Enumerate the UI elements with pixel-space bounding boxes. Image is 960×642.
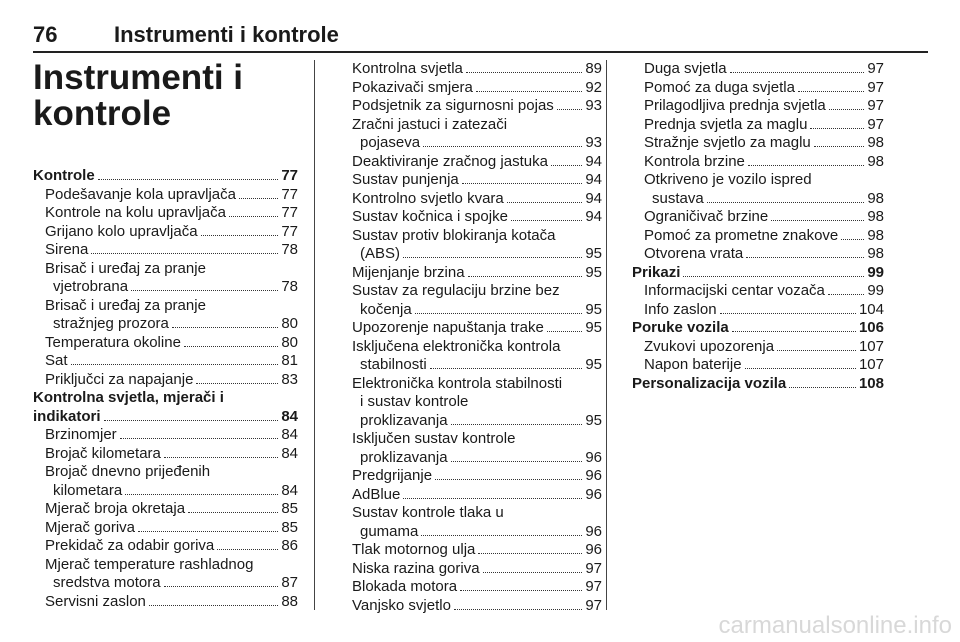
toc-entry-title: Prekidač za odabir goriva bbox=[45, 537, 215, 554]
toc-entry-title: Kontrole bbox=[33, 167, 95, 184]
running-title: Instrumenti i kontrole bbox=[114, 22, 339, 47]
toc-entry[interactable] bbox=[340, 597, 602, 616]
toc-entry-continued: Elektronička kontrola stabilnosti bbox=[352, 374, 563, 392]
dot-leader bbox=[829, 109, 865, 110]
dot-leader bbox=[478, 553, 582, 554]
toc-entry[interactable] bbox=[340, 560, 602, 579]
toc-entry[interactable] bbox=[632, 134, 884, 153]
dot-leader bbox=[466, 72, 582, 73]
toc-entry[interactable] bbox=[33, 426, 298, 445]
toc-page-number: 97 bbox=[867, 97, 884, 114]
toc-page-number: 97 bbox=[867, 78, 884, 96]
toc-page-number: 77 bbox=[281, 167, 298, 184]
toc-page-number: 108 bbox=[858, 374, 884, 392]
toc-page-number: 106 bbox=[858, 319, 884, 336]
toc-page-number: 97 bbox=[585, 559, 602, 577]
toc-page-number: 96 bbox=[585, 541, 602, 558]
toc-entry-title: Sat bbox=[45, 352, 68, 369]
toc-page-number: 96 bbox=[585, 485, 602, 503]
toc-entry-title: kočenja bbox=[360, 300, 412, 318]
toc-entry[interactable] bbox=[33, 408, 298, 427]
toc-entry-title: Sustav kočnica i spojke bbox=[352, 208, 508, 225]
dot-leader bbox=[201, 235, 279, 236]
toc-page-number: 98 bbox=[867, 152, 884, 170]
dot-leader bbox=[507, 202, 583, 203]
toc-entry[interactable] bbox=[632, 319, 884, 338]
dot-leader bbox=[403, 498, 582, 499]
toc-entry-title: Priključci za napajanje bbox=[45, 370, 194, 388]
dot-leader bbox=[435, 479, 582, 480]
toc-entry[interactable] bbox=[33, 519, 298, 538]
watermark: carmanualsonline.info bbox=[718, 612, 952, 639]
toc-page-number: 84 bbox=[281, 444, 298, 462]
toc-entry[interactable] bbox=[632, 356, 884, 375]
toc-page-number: 98 bbox=[867, 189, 884, 207]
dot-leader bbox=[460, 590, 582, 591]
toc-page-number: 107 bbox=[858, 337, 884, 355]
toc-page-number: 81 bbox=[281, 352, 298, 369]
toc-entry-title: sredstva motora bbox=[53, 574, 161, 591]
toc-entry[interactable] bbox=[632, 190, 884, 209]
dot-leader bbox=[810, 128, 864, 129]
toc-entry[interactable] bbox=[340, 486, 602, 505]
toc-page-number: 95 bbox=[585, 411, 602, 429]
toc-entry-title: Kontrolno svjetlo kvara bbox=[352, 189, 504, 207]
toc-entry-title: Ograničivač brzine bbox=[644, 208, 769, 225]
toc-entry-title: Prilagodljiva prednja svjetla bbox=[644, 97, 826, 114]
toc-entry-title: Podešavanje kola upravljača bbox=[45, 185, 236, 203]
dot-leader bbox=[462, 183, 583, 184]
toc-entry-title: Prednja svjetla za maglu bbox=[644, 115, 808, 133]
dot-leader bbox=[149, 605, 278, 606]
dot-leader bbox=[120, 438, 279, 439]
dot-leader bbox=[415, 313, 583, 314]
toc-entry-title: Mjerač goriva bbox=[45, 518, 136, 536]
toc-entry-title: Temperatura okoline bbox=[45, 333, 181, 351]
toc-page-number: 98 bbox=[867, 208, 884, 225]
toc-entry[interactable] bbox=[33, 593, 298, 612]
toc-entry[interactable] bbox=[340, 301, 602, 320]
dot-leader bbox=[511, 220, 582, 221]
dot-leader bbox=[229, 216, 278, 217]
toc-entry-title: Otvorena vrata bbox=[644, 245, 744, 262]
toc-entry-title: proklizavanja bbox=[360, 448, 448, 466]
toc-page-number: 78 bbox=[281, 278, 298, 295]
toc-entry-title: kilometara bbox=[53, 481, 123, 499]
toc-page-number: 86 bbox=[281, 537, 298, 554]
toc-entry-title: Niska razina goriva bbox=[352, 559, 480, 577]
toc-page-number: 84 bbox=[281, 407, 298, 425]
toc-page-number: 77 bbox=[281, 204, 298, 221]
dot-leader bbox=[104, 420, 279, 421]
toc-page-number: 92 bbox=[585, 78, 602, 96]
dot-leader bbox=[683, 276, 864, 277]
toc-entry[interactable] bbox=[632, 245, 884, 264]
toc-entry[interactable] bbox=[340, 208, 602, 227]
toc-entry[interactable] bbox=[632, 208, 884, 227]
chapter-title-line: kontrole bbox=[33, 94, 172, 133]
toc-entry-title: vjetrobrana bbox=[53, 278, 129, 295]
dot-leader bbox=[468, 276, 583, 277]
dot-leader bbox=[551, 165, 582, 166]
dot-leader bbox=[91, 253, 278, 254]
toc-entry[interactable] bbox=[33, 537, 298, 556]
toc-entry[interactable] bbox=[632, 375, 884, 394]
toc-entry[interactable] bbox=[33, 352, 298, 371]
toc-page-number: 95 bbox=[585, 300, 602, 318]
toc-page-number: 99 bbox=[867, 263, 884, 281]
toc-page-number: 98 bbox=[867, 134, 884, 151]
toc-entry[interactable] bbox=[33, 204, 298, 223]
toc-entry-title: Vanjsko svjetlo bbox=[352, 596, 451, 614]
toc-column-1 bbox=[33, 60, 298, 611]
toc-entry[interactable] bbox=[632, 264, 884, 283]
dot-leader bbox=[798, 91, 864, 92]
toc-page-number: 89 bbox=[585, 60, 602, 77]
toc-page-number: 87 bbox=[281, 574, 298, 591]
dot-leader bbox=[746, 257, 864, 258]
toc-page-number: 98 bbox=[867, 226, 884, 244]
toc-page-number: 84 bbox=[281, 426, 298, 443]
toc-entry-title: Blokada motora bbox=[352, 578, 458, 595]
toc-page-number: 88 bbox=[281, 592, 298, 610]
dot-leader bbox=[138, 531, 278, 532]
dot-leader bbox=[71, 364, 279, 365]
toc-entry[interactable] bbox=[632, 79, 884, 98]
toc-page-number: 107 bbox=[858, 356, 884, 373]
toc-entry-title: Brojač kilometara bbox=[45, 444, 161, 462]
toc-entry-title: proklizavanja bbox=[360, 411, 448, 429]
toc-page-number: 95 bbox=[585, 245, 602, 262]
toc-page-number: 95 bbox=[585, 319, 602, 336]
toc-page-number: 97 bbox=[867, 60, 884, 77]
toc-entry-title: Sustav punjenja bbox=[352, 171, 459, 188]
toc-entry-continued: Brojač dnevno prijeđenih bbox=[45, 463, 211, 480]
toc-entry-title: Poruke vozila bbox=[632, 319, 729, 336]
toc-entry-title: Grijano kolo upravljača bbox=[45, 222, 198, 240]
toc-entry-title: Mjerač broja okretaja bbox=[45, 500, 186, 517]
toc-page-number: 94 bbox=[585, 152, 602, 170]
dot-leader bbox=[403, 257, 582, 258]
toc-page-number: 85 bbox=[281, 518, 298, 536]
toc-entry[interactable] bbox=[33, 241, 298, 260]
toc-entry[interactable] bbox=[340, 97, 602, 116]
toc-entry-title: Pokazivači smjera bbox=[352, 78, 473, 96]
toc-entry-title: stabilnosti bbox=[360, 356, 427, 373]
toc-entry-title: Kontrole na kolu upravljača bbox=[45, 204, 226, 221]
toc-entry-title: indikatori bbox=[33, 407, 101, 425]
dot-leader bbox=[98, 179, 279, 180]
toc-entry[interactable] bbox=[340, 523, 602, 542]
toc-entry-continued: i sustav kontrole bbox=[360, 393, 469, 410]
toc-entry[interactable] bbox=[340, 356, 602, 375]
toc-entry[interactable] bbox=[632, 282, 884, 301]
toc-entry[interactable] bbox=[33, 186, 298, 205]
toc-entry[interactable] bbox=[340, 467, 602, 486]
toc-entry[interactable] bbox=[33, 500, 298, 519]
toc-entry-title: Prikazi bbox=[632, 263, 681, 281]
toc-page-number: 104 bbox=[858, 300, 884, 318]
toc-entry-title: Brzinomjer bbox=[45, 426, 117, 443]
dot-leader bbox=[476, 91, 582, 92]
toc-entry-title: pojaseva bbox=[360, 134, 421, 151]
toc-entry-title: Tlak motornog ulja bbox=[352, 541, 476, 558]
dot-leader bbox=[483, 572, 583, 573]
dot-leader bbox=[828, 294, 864, 295]
dot-leader bbox=[451, 424, 583, 425]
toc-entry-continued: Otkriveno je vozilo ispred bbox=[644, 171, 812, 188]
column-divider bbox=[606, 60, 607, 610]
toc-entry-title: Zvukovi upozorenja bbox=[644, 337, 775, 355]
toc-entry[interactable] bbox=[340, 134, 602, 153]
toc-page-number: 94 bbox=[585, 189, 602, 207]
toc-page-number: 99 bbox=[867, 282, 884, 299]
toc-entry[interactable] bbox=[632, 227, 884, 246]
toc-entry[interactable] bbox=[340, 541, 602, 560]
toc-entry[interactable] bbox=[632, 97, 884, 116]
toc-entry-continued: Sustav za regulaciju brzine bez bbox=[352, 282, 560, 299]
toc-entry-title: (ABS) bbox=[360, 245, 401, 262]
toc-page-number: 97 bbox=[585, 596, 602, 614]
toc-entry[interactable] bbox=[632, 338, 884, 357]
toc-entry-continued: Zračni jastuci i zatezači bbox=[352, 115, 508, 133]
toc-entry[interactable] bbox=[340, 171, 602, 190]
dot-leader bbox=[125, 494, 278, 495]
dot-leader bbox=[745, 368, 856, 369]
toc-entry-continued: Isključen sustav kontrole bbox=[352, 430, 516, 447]
toc-entry[interactable] bbox=[33, 574, 298, 593]
toc-page-number: 94 bbox=[585, 171, 602, 188]
dot-leader bbox=[188, 512, 278, 513]
toc-page-number: 77 bbox=[281, 185, 298, 203]
toc-entry-title: Pomoć za duga svjetla bbox=[644, 78, 795, 96]
dot-leader bbox=[547, 331, 583, 332]
dot-leader bbox=[423, 146, 582, 147]
toc-entry[interactable] bbox=[340, 264, 602, 283]
toc-entry-continued: Isključena elektronička kontrola bbox=[352, 337, 561, 355]
toc-entry-title: AdBlue bbox=[352, 485, 401, 503]
toc-page-number: 80 bbox=[281, 333, 298, 351]
page-header bbox=[33, 0, 928, 53]
toc-entry-continued: Sustav kontrole tlaka u bbox=[352, 504, 504, 521]
toc-page-number: 84 bbox=[281, 481, 298, 499]
dot-leader bbox=[777, 350, 856, 351]
toc-entry[interactable] bbox=[33, 315, 298, 334]
chapter-title-line: Instrumenti i bbox=[33, 58, 244, 97]
toc-entry-title: Mijenjanje brzina bbox=[352, 263, 465, 281]
column-divider bbox=[314, 60, 315, 610]
toc-entry[interactable] bbox=[632, 301, 884, 320]
dot-leader bbox=[451, 461, 583, 462]
toc-entry[interactable] bbox=[632, 153, 884, 172]
toc-entry[interactable] bbox=[340, 449, 602, 468]
dot-leader bbox=[730, 72, 865, 73]
toc-entry[interactable] bbox=[33, 371, 298, 390]
toc-entry[interactable] bbox=[340, 578, 602, 597]
toc-page-number: 95 bbox=[585, 356, 602, 373]
toc-entry-title: Info zaslon bbox=[644, 300, 717, 318]
toc-page-number: 96 bbox=[585, 522, 602, 540]
toc-entry-title: Deaktiviranje zračnog jastuka bbox=[352, 152, 548, 170]
toc-entry[interactable] bbox=[33, 223, 298, 242]
toc-entry-title: Stražnje svjetlo za maglu bbox=[644, 134, 811, 151]
toc-entry[interactable] bbox=[632, 116, 884, 135]
toc-page-number: 95 bbox=[585, 263, 602, 281]
toc-entry[interactable] bbox=[340, 245, 602, 264]
toc-column-2 bbox=[340, 60, 602, 615]
dot-leader bbox=[720, 313, 856, 314]
toc-entry-title: sustava bbox=[652, 189, 704, 207]
toc-page-number: 96 bbox=[585, 448, 602, 466]
dot-leader bbox=[841, 239, 864, 240]
dot-leader bbox=[789, 387, 856, 388]
toc-entry[interactable] bbox=[340, 60, 602, 79]
toc-entry-continued: Sustav protiv blokiranja kotača bbox=[352, 226, 556, 244]
toc-entry-title: Sirena bbox=[45, 241, 89, 258]
toc-entry-title: Servisni zaslon bbox=[45, 592, 146, 610]
toc-entry-title: Duga svjetla bbox=[644, 60, 727, 77]
dot-leader bbox=[172, 327, 278, 328]
toc-page-number: 94 bbox=[585, 208, 602, 225]
dot-leader bbox=[557, 109, 583, 110]
toc-entry-title: Podsjetnik za sigurnosni pojas bbox=[352, 97, 554, 114]
chapter-title bbox=[33, 60, 298, 132]
page-number: 76 bbox=[33, 22, 58, 47]
toc-entry-title: gumama bbox=[360, 522, 419, 540]
dot-leader bbox=[814, 146, 865, 147]
toc-entry-title: Kontrolna svjetla bbox=[352, 60, 463, 77]
toc-entry[interactable] bbox=[33, 445, 298, 464]
toc-entry-title: Personalizacija vozila bbox=[632, 374, 787, 392]
toc-entry-continued: Mjerač temperature rashladnog bbox=[45, 555, 254, 573]
toc-page-number: 97 bbox=[585, 578, 602, 595]
toc-entry-title: Informacijski centar vozača bbox=[644, 282, 825, 299]
toc-entry[interactable] bbox=[340, 79, 602, 98]
toc-entry[interactable] bbox=[33, 482, 298, 501]
dot-leader bbox=[430, 368, 583, 369]
dot-leader bbox=[732, 331, 856, 332]
toc-page-number: 96 bbox=[585, 467, 602, 484]
dot-leader bbox=[164, 586, 279, 587]
toc-entry-title: Pomoć za prometne znakove bbox=[644, 226, 839, 244]
toc-entry-continued: Brisač i uređaj za pranje bbox=[45, 296, 206, 314]
toc-page-number: 78 bbox=[281, 241, 298, 258]
toc-entry[interactable] bbox=[340, 153, 602, 172]
toc-entry-title: Kontrola brzine bbox=[644, 152, 745, 170]
toc-page-number: 77 bbox=[281, 222, 298, 240]
toc-page-number: 97 bbox=[867, 115, 884, 133]
toc-page-number: 93 bbox=[585, 134, 602, 151]
toc-page-number: 80 bbox=[281, 315, 298, 332]
toc-list bbox=[340, 60, 602, 615]
dot-leader bbox=[748, 165, 864, 166]
dot-leader bbox=[707, 202, 865, 203]
toc-entry[interactable] bbox=[340, 319, 602, 338]
toc-page-number: 98 bbox=[867, 245, 884, 262]
toc-entry-title: Napon baterije bbox=[644, 356, 742, 373]
dot-leader bbox=[454, 609, 582, 610]
toc-entry-title: stražnjeg prozora bbox=[53, 315, 169, 332]
toc-page-number: 83 bbox=[281, 370, 298, 388]
toc-entry[interactable] bbox=[33, 278, 298, 297]
dot-leader bbox=[421, 535, 582, 536]
toc-entry-title: Upozorenje napuštanja trake bbox=[352, 319, 544, 336]
dot-leader bbox=[164, 457, 278, 458]
toc-page-number: 85 bbox=[281, 500, 298, 517]
toc-list bbox=[632, 60, 884, 393]
toc-entry-continued: Brisač i uređaj za pranje bbox=[45, 259, 206, 277]
dot-leader bbox=[771, 220, 864, 221]
dot-leader bbox=[184, 346, 278, 347]
toc-page-number: 93 bbox=[585, 97, 602, 114]
toc-entry[interactable] bbox=[340, 190, 602, 209]
toc-entry[interactable] bbox=[33, 334, 298, 353]
dot-leader bbox=[196, 383, 278, 384]
toc-entry[interactable] bbox=[33, 167, 298, 186]
toc-entry[interactable] bbox=[340, 412, 602, 431]
dot-leader bbox=[131, 290, 278, 291]
toc-list bbox=[33, 167, 298, 611]
toc-column-3 bbox=[632, 60, 884, 393]
toc-entry[interactable] bbox=[632, 60, 884, 79]
toc-entry-continued: Kontrolna svjetla, mjerači i bbox=[33, 389, 224, 406]
dot-leader bbox=[239, 198, 278, 199]
toc-entry-title: Predgrijanje bbox=[352, 467, 433, 484]
dot-leader bbox=[217, 549, 278, 550]
